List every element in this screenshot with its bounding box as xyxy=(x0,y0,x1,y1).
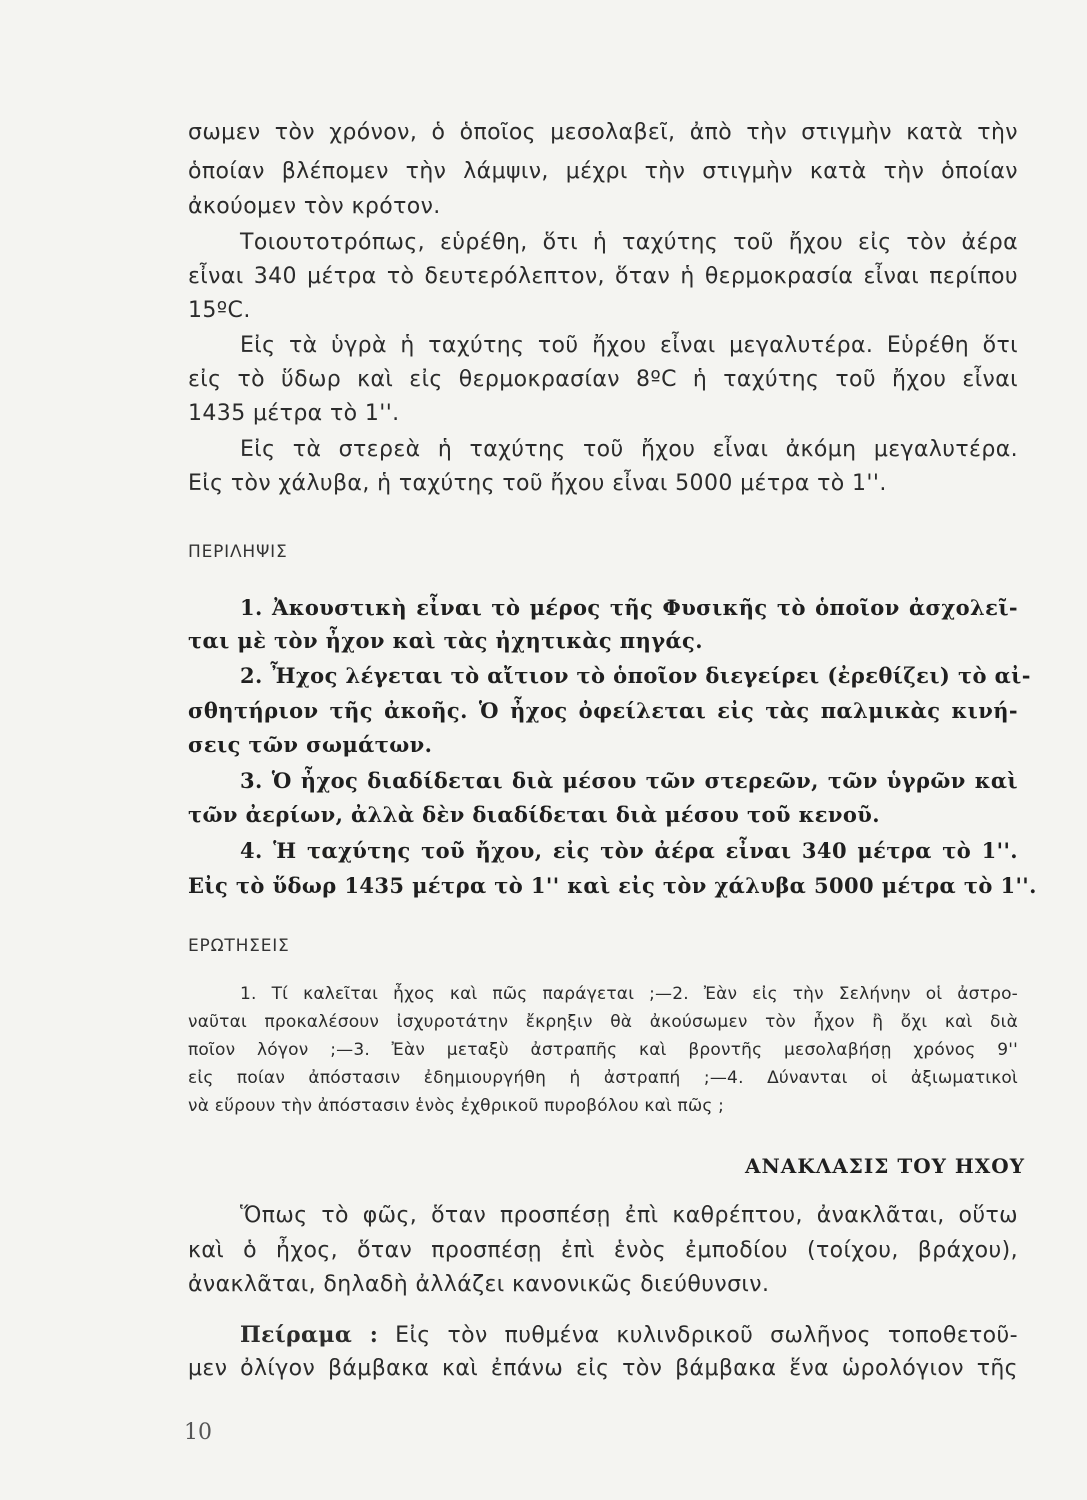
body-line: ἀνακλᾶται, δηλαδὴ ἀλλάζει κανονικῶς διεύθυνσιν. xyxy=(188,1272,770,1297)
summary-line: σεις τῶν σωμάτων. xyxy=(188,732,433,757)
page-number: 10 xyxy=(184,1420,212,1445)
body-line: σωμεν τὸν χρόνον, ὁ ὁποῖος μεσολαβεῖ, ἀπὸ τὴν στιγμὴν κατὰ τὴν xyxy=(188,120,1018,145)
question-line: εἰς ποίαν ἀπόστασιν ἐδημιουργήθη ἡ ἀστραπή ;—4. Δύνανται οἱ ἀξιωματικοὶ xyxy=(188,1068,1018,1088)
body-line: 1435 μέτρα τὸ 1''. xyxy=(188,401,400,426)
question-line: ναῦται προκαλέσουν ἰσχυροτάτην ἔκρηξιν θὰ ἀκούσωμεν τὸν ἦχον ἢ ὄχι καὶ διὰ xyxy=(188,1012,1018,1032)
body-line: Εἰς τὰ στερεὰ ἡ ταχύτης τοῦ ἤχου εἶναι ἀκόμη μεγαλυτέρα. xyxy=(240,437,1018,462)
body-line: Εἰς τὸν χάλυβα, ἡ ταχύτης τοῦ ἤχου εἶναι 5000 μέτρα τὸ 1''. xyxy=(188,471,887,496)
question-line: ποῖον λόγον ;—3. Ἐὰν μεταξὺ ἀστραπῆς καὶ βροντῆς μεσολαβήσῃ χρόνος 9'' xyxy=(188,1040,1018,1060)
body-line: ἀκούομεν τὸν κρότον. xyxy=(188,194,441,219)
body-line: Ὅπως τὸ φῶς, ὅταν προσπέσῃ ἐπὶ καθρέπτου, ἀνακλᾶται, οὕτω xyxy=(240,1203,1018,1228)
summary-line: 3. Ὁ ἦχος διαδίδεται διὰ μέσου τῶν στερεῶν, τῶν ὑγρῶν καὶ xyxy=(240,768,1018,793)
summary-line: 4. Ἡ ταχύτης τοῦ ἤχου, εἰς τὸν ἀέρα εἶναι 340 μέτρα τὸ 1''. xyxy=(240,838,1018,863)
summary-line: 2. Ἦχος λέγεται τὸ αἴτιον τὸ ὁποῖον διεγείρει (ἐρεθίζει) τὸ αἰ- xyxy=(240,663,1031,688)
experiment-line xyxy=(240,1320,1018,1351)
body-line: 15ºC. xyxy=(188,298,251,323)
section-title: ΑΝΑΚΛΑΣΙΣ ΤΟΥ ΗΧΟΥ xyxy=(745,1154,1025,1178)
body-line: μεν ὀλίγον βάμβακα καὶ ἐπάνω εἰς τὸν βάμβακα ἕνα ὡρολόγιον τῆς xyxy=(188,1356,1018,1381)
summary-heading: ΠΕΡΙΛΗΨΙΣ xyxy=(188,542,288,562)
summary-line: σθητήριον τῆς ἀκοῆς. Ὁ ἦχος ὀφείλεται εἰς τὰς παλμικὰς κινή- xyxy=(188,698,1018,723)
question-line: 1. Τί καλεῖται ἦχος καὶ πῶς παράγεται ;—2. Ἐὰν εἰς τὴν Σελήνην οἱ ἀστρο- xyxy=(240,984,1018,1004)
questions-heading: ΕΡΩΤΗΣΕΙΣ xyxy=(188,936,290,956)
question-line: νὰ εὕρουν τὴν ἀπόστασιν ἑνὸς ἐχθρικοῦ πυροβόλου καὶ πῶς ; xyxy=(188,1096,725,1116)
body-line: Εἰς τὰ ὑγρὰ ἡ ταχύτης τοῦ ἤχου εἶναι μεγαλυτέρα. Εὑρέθη ὅτι xyxy=(240,333,1018,358)
body-line: καὶ ὁ ἦχος, ὅταν προσπέσῃ ἐπὶ ἑνὸς ἐμποδίου (τοίχου, βράχου), xyxy=(188,1238,1018,1263)
summary-line: 1. Ἀκουστικὴ εἶναι τὸ μέρος τῆς Φυσικῆς τὸ ὁποῖον ἀσχολεῖ- xyxy=(240,595,1018,620)
summary-line: τῶν ἀερίων, ἀλλὰ δὲν διαδίδεται διὰ μέσου τοῦ κενοῦ. xyxy=(188,802,880,827)
body-line: εἰς τὸ ὕδωρ καὶ εἰς θερμοκρασίαν 8ºC ἡ ταχύτης τοῦ ἤχου εἶναι xyxy=(188,367,1018,392)
summary-line: ται μὲ τὸν ἦχον καὶ τὰς ἠχητικὰς πηγάς. xyxy=(188,628,703,653)
experiment-label: Πείραμα : xyxy=(240,1322,379,1348)
summary-line: Εἰς τὸ ὕδωρ 1435 μέτρα τὸ 1'' καὶ εἰς τὸν χάλυβα 5000 μέτρα τὸ 1''. xyxy=(188,873,1037,898)
body-line: εἶναι 340 μέτρα τὸ δευτερόλεπτον, ὅταν ἡ θερμοκρασία εἶναι περίπου xyxy=(188,264,1018,289)
body-line: Τοιουτοτρόπως, εὑρέθη, ὅτι ἡ ταχύτης τοῦ ἤχου εἰς τὸν ἀέρα xyxy=(240,230,1018,255)
body-line: ὁποίαν βλέπομεν τὴν λάμψιν, μέχρι τὴν στιγμὴν κατὰ τὴν ὁποίαν xyxy=(188,159,1018,184)
experiment-text: Εἰς τὸν πυθμένα κυλινδρικοῦ σωλῆνος τοποθετοῦ- xyxy=(395,1323,1018,1348)
